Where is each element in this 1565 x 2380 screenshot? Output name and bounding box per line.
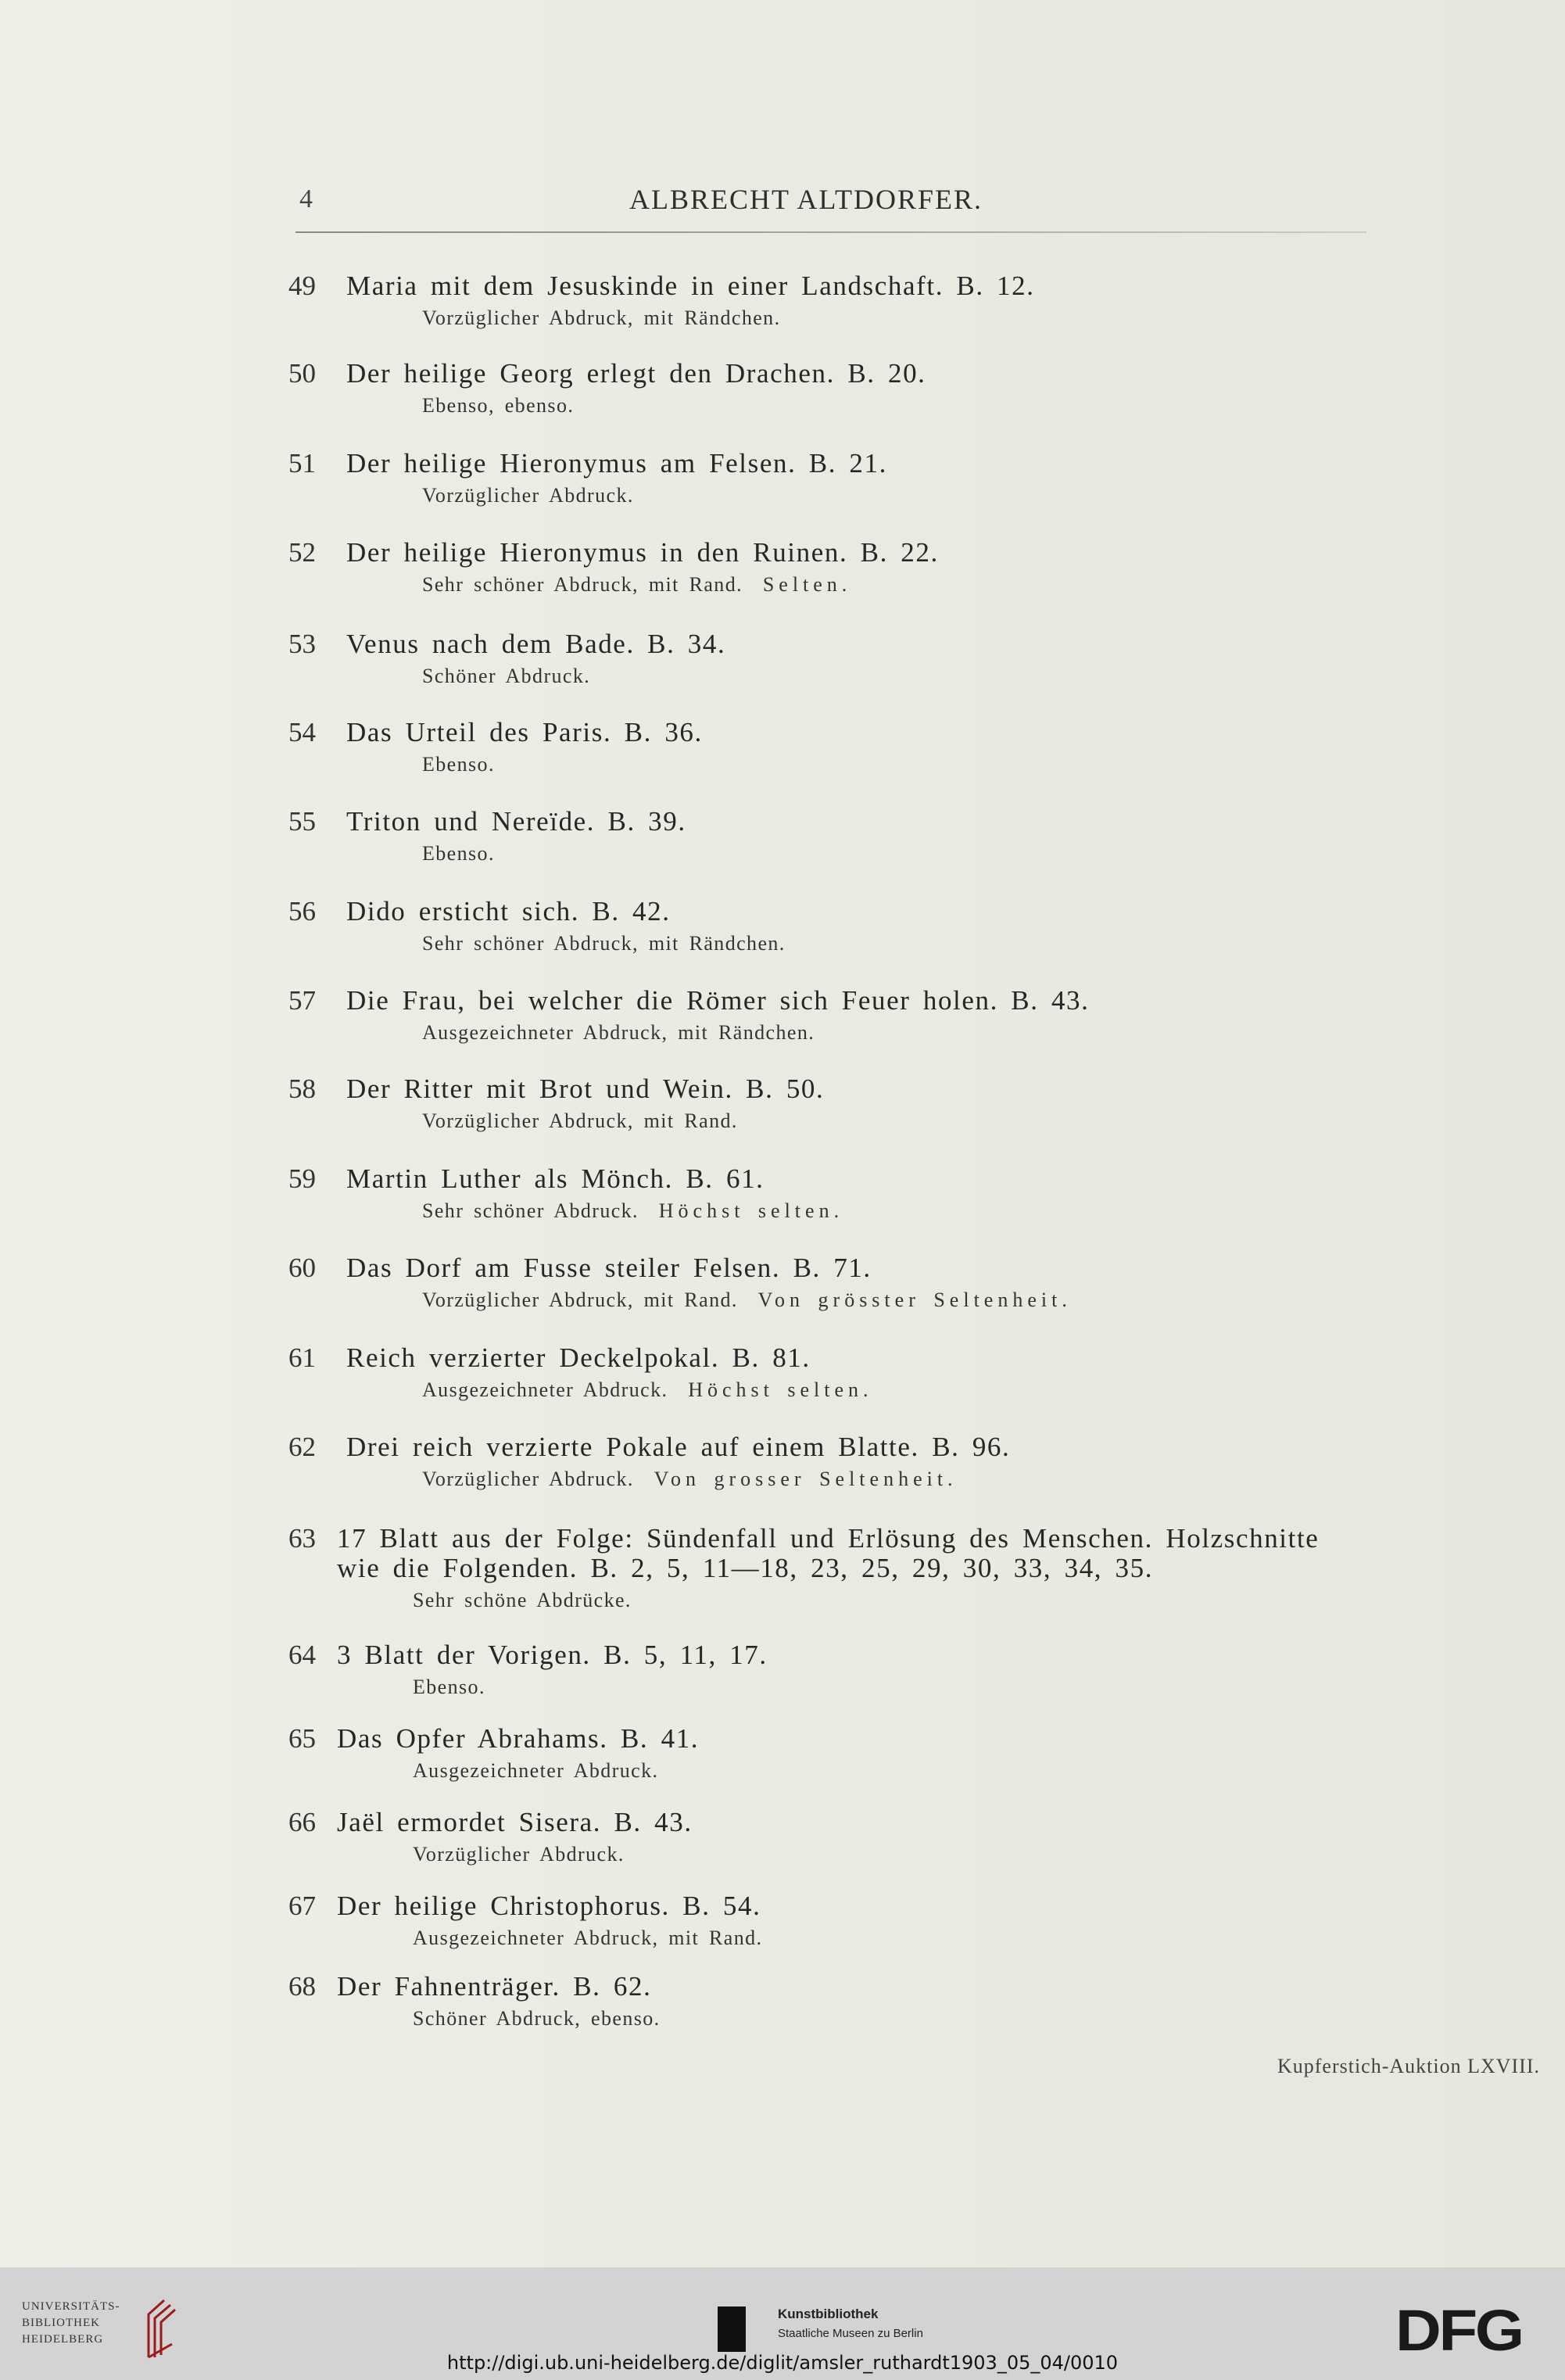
entry-number: 52 [288,537,316,568]
note-segment: Vorzüglicher Abdruck, mit Rand. [422,1289,758,1311]
entry-title-continued: wie die Folgenden. B. 2, 5, 11—18, 23, 25, 29, 30, 33, 34, 35. [337,1553,1154,1583]
entry-title: Die Frau, bei welcher die Römer sich Feuer holen. B. 43. [346,985,1090,1016]
entry-number: 53 [288,629,316,659]
note-segment: Vorzüglicher Abdruck. [422,1468,654,1490]
partner-subtitle: Staatliche Museen zu Berlin [778,2327,923,2340]
entry-number: 64 [288,1640,316,1670]
entry-title: Der Ritter mit Brot und Wein. B. 50. [346,1074,825,1104]
entry-condition-note [422,394,574,418]
note-segment: Vorzüglicher Abdruck. [413,1843,625,1866]
entry-title: Der heilige Hieronymus am Felsen. B. 21. [346,448,887,479]
entry-number: 60 [288,1253,316,1283]
entry-title: Der heilige Georg erlegt den Drachen. B. 20. [346,358,926,389]
entry-condition-note [422,306,780,330]
entry-number: 61 [288,1342,316,1373]
entry-number: 51 [288,448,316,479]
entry-title: Der heilige Hieronymus in den Ruinen. B. 22. [346,537,939,568]
note-segment: Schöner Abdruck, ebenso. [413,2007,661,2030]
entry-condition-note [413,2007,661,2031]
entry-title: 3 Blatt der Vorigen. B. 5, 11, 17. [337,1640,768,1670]
entry-number: 50 [288,358,316,389]
entry-condition-note [422,1021,815,1045]
entry-title: Das Opfer Abrahams. B. 41. [337,1723,700,1754]
entry-title: Das Urteil des Paris. B. 36. [346,717,703,747]
entry-number: 62 [288,1432,316,1462]
entry-number: 55 [288,806,316,837]
note-segment: Sehr schöner Abdruck, mit Rändchen. [422,932,786,955]
entry-condition-note [422,665,590,688]
entry-condition-note [413,1927,762,1950]
entry-condition-note [413,1843,625,1866]
entry-title: Reich verzierter Deckelpokal. B. 81. [346,1342,811,1373]
note-segment: Sehr schöner Abdruck, mit Rand. [422,573,763,596]
entry-title: Der heilige Christophorus. B. 54. [337,1891,761,1921]
entry-number: 57 [288,985,316,1016]
dfg-logo: DFG [1395,2298,1522,2363]
entry-condition-note [422,484,634,507]
running-title: ALBRECHT ALTDORFER. [629,184,983,215]
entry-title: Dido ersticht sich. B. 42. [346,896,671,927]
entry-title: Das Dorf am Fusse steiler Felsen. B. 71. [346,1253,872,1283]
note-segment: Ausgezeichneter Abdruck. [413,1759,659,1782]
entry-condition-note [413,1589,632,1612]
note-segment: Vorzüglicher Abdruck, mit Rändchen. [422,306,781,329]
entry-condition-note [422,932,786,955]
note-segment: Höchst selten. [688,1378,873,1401]
entry-title: Jaël ermordet Sisera. B. 43. [337,1807,693,1837]
entry-condition-note [422,842,495,866]
page-number: 4 [299,185,313,213]
entry-number: 67 [288,1891,316,1921]
note-segment: Ebenso, ebenso. [422,394,575,417]
note-segment: Ausgezeichneter Abdruck, mit Rand. [413,1927,763,1949]
entry-number: 58 [288,1074,316,1104]
entry-number: 49 [288,271,316,301]
entry-number: 65 [288,1723,316,1754]
note-segment: Vorzüglicher Abdruck. [422,484,634,507]
kunstbibliothek-logo-icon [718,2307,746,2352]
entry-condition-note [422,1378,873,1402]
entry-condition-note [422,753,495,776]
permalink-url[interactable]: http://digi.ub.uni-heidelberg.de/diglit/amsler_ruthardt1903_05_04/0010 [446,2352,1119,2374]
library-logo-text: UNIVERSITÄTS- BIBLIOTHEK HEIDELBERG [22,2300,120,2346]
entry-title: 17 Blatt aus der Folge: Sündenfall und Erlösung des Menschen. Holzschnitte [337,1523,1320,1554]
entry-title: Maria mit dem Jesuskinde in einer Landschaft. B. 12. [346,271,1035,301]
entry-number: 56 [288,896,316,927]
note-segment: Von grösster Seltenheit. [757,1289,1072,1311]
note-segment: Schöner Abdruck. [422,665,591,687]
entry-title: Martin Luther als Mönch. B. 61. [346,1163,765,1194]
repository-footer [0,2267,1565,2380]
entry-condition-note [422,1289,1072,1312]
note-segment: Von grosser Seltenheit. [654,1468,958,1490]
note-segment: Ausgezeichneter Abdruck. [422,1378,689,1401]
note-segment: Ebenso. [422,842,495,865]
entry-condition-note [422,1109,738,1133]
note-segment: Ebenso. [413,1676,485,1698]
entry-number: 63 [288,1523,316,1554]
note-segment: Ausgezeichneter Abdruck, mit Rändchen. [422,1021,815,1044]
note-segment: Selten. [762,573,852,596]
entry-title: Der Fahnenträger. B. 62. [337,1971,652,2002]
entry-condition-note [422,1199,843,1223]
note-segment: Sehr schöner Abdruck. [422,1199,659,1222]
signature-mark: Kupferstich-Auktion LXVIII. [1277,2055,1540,2077]
header-rule [295,231,1366,233]
note-segment: Ebenso. [422,753,495,776]
note-segment: Sehr schöne Abdrücke. [413,1589,632,1611]
entry-condition-note [422,573,851,597]
entry-number: 68 [288,1971,316,2002]
entry-condition-note [422,1468,958,1491]
entry-number: 66 [288,1807,316,1837]
entry-number: 54 [288,717,316,747]
entry-title: Triton und Nereïde. B. 39. [346,806,686,837]
entry-number: 59 [288,1163,316,1194]
entry-title: Drei reich verzierte Pokale auf einem Blatte. B. 96. [346,1432,1011,1462]
entry-condition-note [413,1759,658,1783]
partner-title: Kunstbibliothek [778,2307,879,2321]
note-segment: Vorzüglicher Abdruck, mit Rand. [422,1109,738,1132]
entry-title: Venus nach dem Bade. B. 34. [346,629,726,659]
entry-condition-note [413,1676,485,1699]
note-segment: Höchst selten. [658,1199,844,1222]
